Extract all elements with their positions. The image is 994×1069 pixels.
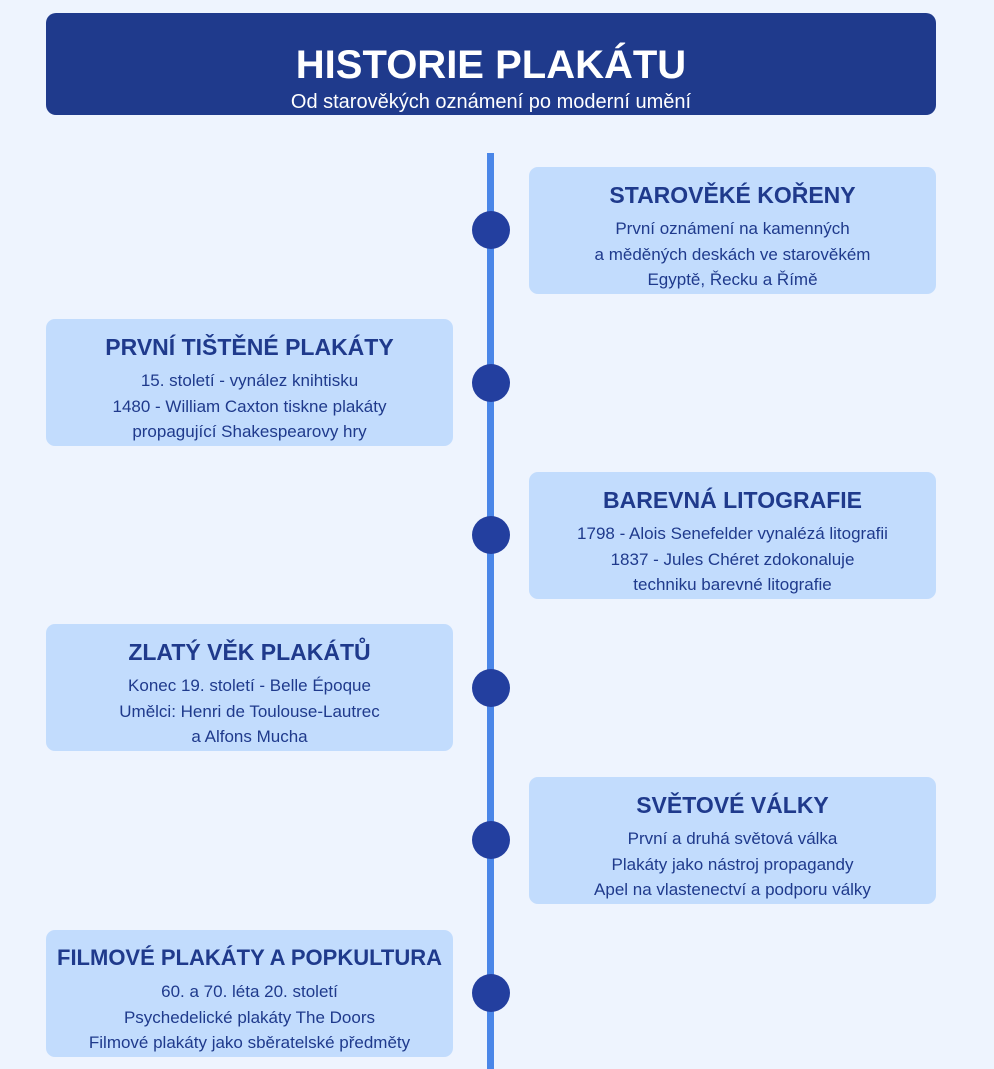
card-title: SVĚTOVÉ VÁLKY	[636, 792, 829, 818]
card-title: FILMOVÉ PLAKÁTY A POPKULTURA	[57, 945, 442, 970]
card-line: a Alfons Mucha	[191, 727, 308, 746]
timeline-card	[46, 624, 453, 751]
page-title: HISTORIE PLAKÁTU	[295, 43, 687, 87]
card-line: Apel na vlastenectví a podporu války	[594, 880, 871, 899]
timeline-card	[46, 930, 453, 1057]
page-subtitle: Od starověkých oznámení po moderní umění	[290, 91, 692, 113]
timeline-line	[487, 153, 494, 1069]
card-line: První a druhá světová válka	[627, 829, 838, 848]
card-title: BAREVNÁ LITOGRAFIE	[603, 487, 862, 513]
timeline-node	[472, 669, 510, 707]
card-title: ZLATÝ VĚK PLAKÁTŮ	[128, 639, 371, 665]
card-line: 1480 - William Caxton tiskne plakáty	[112, 396, 387, 416]
timeline-node	[472, 821, 510, 859]
card-line: Plakáty jako nástroj propagandy	[611, 854, 854, 874]
card-line: 1837 - Jules Chéret zdokonaluje	[610, 549, 855, 569]
card-line: propagující Shakespearovy hry	[132, 422, 367, 441]
timeline-card	[529, 777, 936, 904]
card-line: První oznámení na kamenných	[615, 219, 850, 238]
timeline-card	[529, 472, 936, 599]
timeline-node	[472, 364, 510, 402]
timeline-node	[472, 516, 510, 554]
card-line: Umělci: Henri de Toulouse-Lautrec	[119, 701, 380, 721]
card-line: Konec 19. století - Belle Époque	[128, 676, 371, 695]
card-line: a měděných deskách ve starověkém	[594, 244, 871, 264]
card-line: Egyptě, Řecku a Římě	[647, 270, 818, 289]
timeline-card	[46, 319, 453, 446]
card-title: STAROVĚKÉ KOŘENY	[609, 182, 856, 208]
card-line: Psychedelické plakáty The Doors	[123, 1007, 376, 1027]
card-line: 60. a 70. léta 20. století	[161, 982, 338, 1001]
card-title: PRVNÍ TIŠTĚNÉ PLAKÁTY	[105, 334, 394, 360]
card-line: 1798 - Alois Senefelder vynalézá litografii	[577, 524, 888, 543]
timeline-node	[472, 974, 510, 1012]
timeline-card	[529, 167, 936, 294]
header-banner	[46, 13, 936, 115]
card-line: 15. století - vynález knihtisku	[140, 371, 359, 390]
timeline-node	[472, 211, 510, 249]
card-line: techniku barevné litografie	[633, 575, 832, 594]
card-line: Filmové plakáty jako sběratelské předměty	[88, 1033, 411, 1052]
